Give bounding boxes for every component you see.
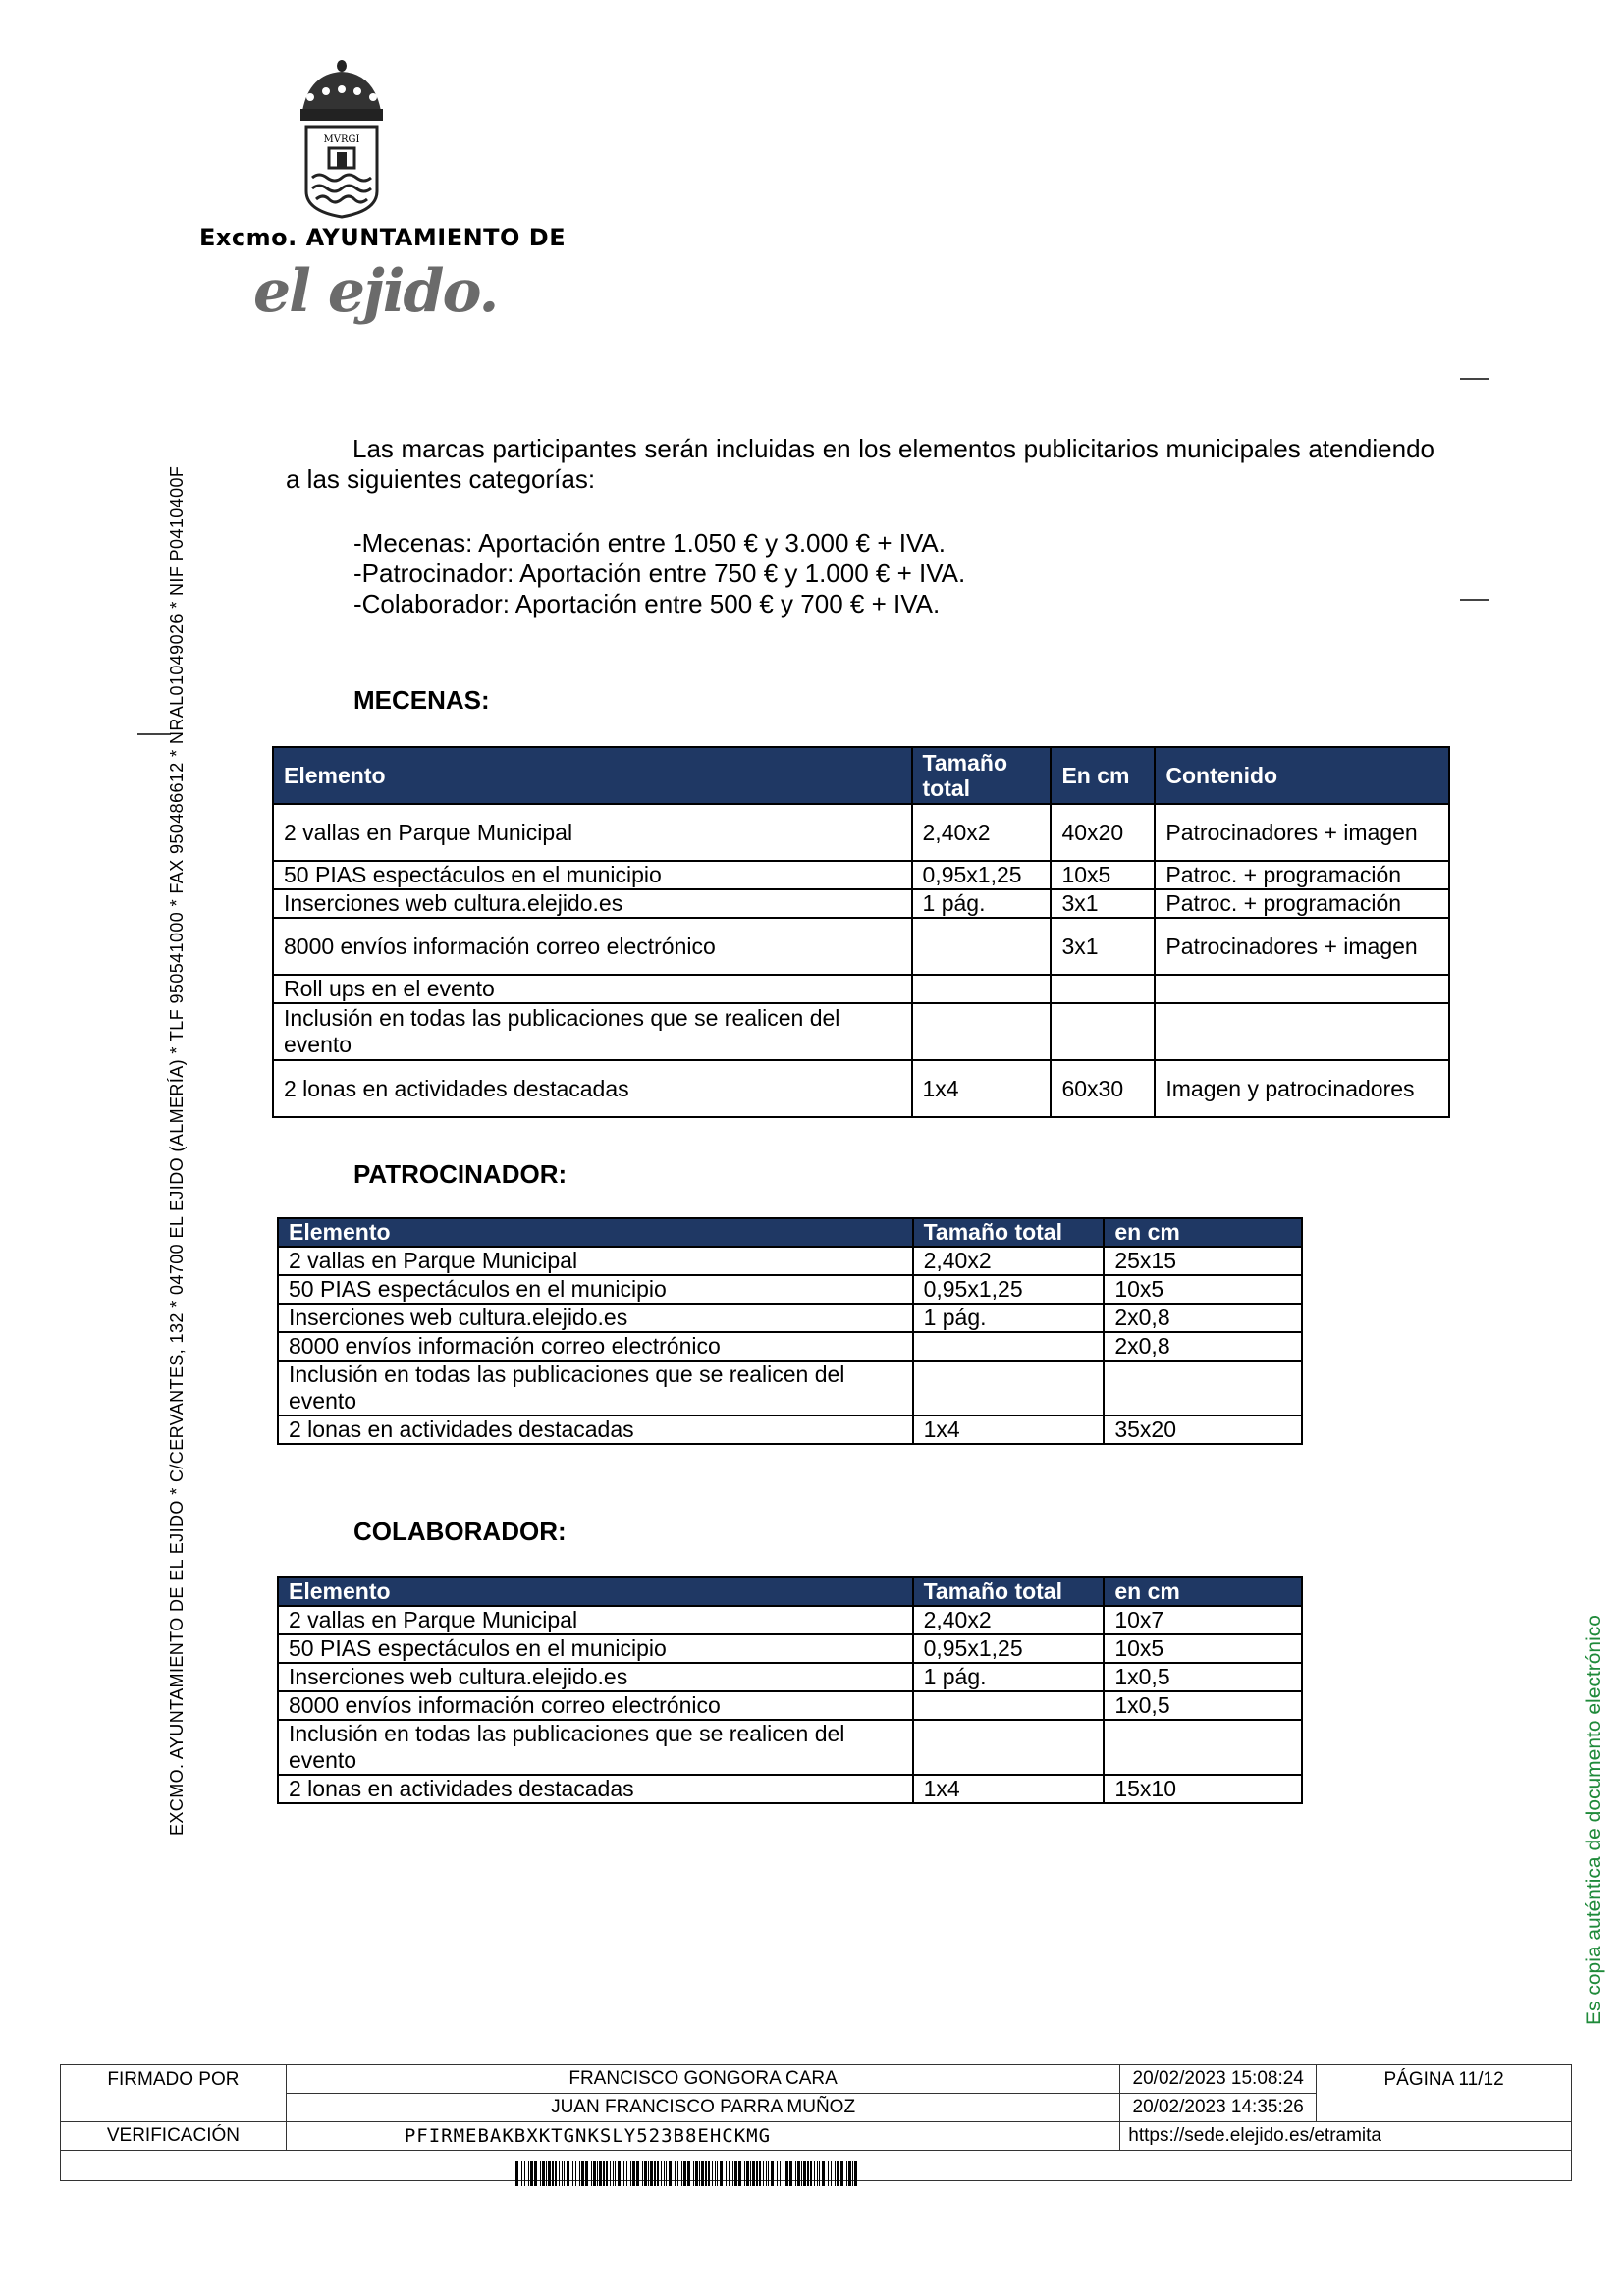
table-cell: 40x20 xyxy=(1051,804,1155,861)
table-cell: 3x1 xyxy=(1051,889,1155,918)
barcode-bar xyxy=(797,2161,800,2186)
table-row xyxy=(278,1247,1302,1275)
table-row xyxy=(273,975,1449,1003)
table-row xyxy=(273,918,1449,975)
table-row xyxy=(278,1415,1302,1444)
table-cell: 2,40x2 xyxy=(912,804,1052,861)
barcode-bar xyxy=(559,2161,560,2186)
barcode-bar xyxy=(814,2161,815,2186)
barcode-bar xyxy=(768,2161,769,2186)
table-cell xyxy=(913,1691,1105,1720)
barcode-bar xyxy=(610,2161,611,2186)
table-cell xyxy=(1155,975,1449,1003)
shield-motto: MVRGI xyxy=(323,134,360,145)
barcode-bar xyxy=(687,2161,690,2186)
table-cell: 2x0,8 xyxy=(1104,1332,1302,1361)
barcode-bar xyxy=(683,2161,686,2186)
col-header: en cm xyxy=(1104,1218,1302,1247)
table-row xyxy=(278,1663,1302,1691)
table-cell: 0,95x1,25 xyxy=(913,1634,1105,1663)
table-row xyxy=(278,1304,1302,1332)
colaborador-table xyxy=(277,1576,1303,1804)
verification-row xyxy=(61,2122,1572,2151)
barcode-bar xyxy=(642,2161,643,2186)
barcode-bar xyxy=(626,2161,627,2186)
barcode-bar xyxy=(732,2161,733,2186)
categories-list xyxy=(353,528,965,619)
barcode-bar xyxy=(524,2161,525,2186)
barcode-bar xyxy=(693,2161,694,2186)
barcode-bar xyxy=(777,2161,778,2186)
barcode-bar xyxy=(599,2161,602,2186)
col-header: Tamaño total xyxy=(912,747,1052,804)
barcode-bar xyxy=(752,2161,755,2186)
barcode-bar xyxy=(552,2161,554,2186)
barcode-bar xyxy=(575,2161,576,2186)
barcode-bar xyxy=(837,2161,839,2186)
col-header: Elemento xyxy=(278,1218,913,1247)
table-cell: 10x5 xyxy=(1051,861,1155,889)
barcode-bar xyxy=(744,2161,745,2186)
barcode-bar xyxy=(648,2161,649,2186)
table-row xyxy=(273,804,1449,861)
barcode-bar xyxy=(530,2161,533,2186)
table-cell xyxy=(1051,975,1155,1003)
table-cell: 3x1 xyxy=(1051,918,1155,975)
barcode-bar xyxy=(822,2161,825,2186)
barcode-bar xyxy=(807,2161,809,2186)
barcode-bar xyxy=(717,2161,718,2186)
table-cell: Imagen y patrocinadores xyxy=(1155,1060,1449,1117)
barcode-bar xyxy=(759,2161,761,2186)
barcode-bar xyxy=(712,2161,713,2186)
barcode-bar xyxy=(546,2161,547,2186)
barcode-bar xyxy=(521,2161,522,2186)
table-cell: 50 PIAS espectáculos en el municipio xyxy=(278,1275,913,1304)
table-cell: 8000 envíos información correo electrónico xyxy=(278,1691,913,1720)
col-header: En cm xyxy=(1051,747,1155,804)
barcode-bar xyxy=(585,2161,588,2186)
table-row xyxy=(278,1332,1302,1361)
category-item: -Mecenas: Aportación entre 1.050 € y 3.000 € + IVA. xyxy=(353,528,946,558)
side-address-strip: EXCMO. AYUNTAMIENTO DE EL EJIDO * C/CERVANTES, 132 * 04700 EL EJIDO (ALMERÍA) * TLF 950541000 * FAX 950486612 * NRAL01049026 * NIF P0410400F xyxy=(167,465,187,1836)
barcode-bar xyxy=(848,2161,851,2186)
table-cell xyxy=(912,918,1052,975)
barcode-bar xyxy=(613,2161,614,2186)
barcode-bar xyxy=(681,2161,682,2186)
barcode-bar xyxy=(666,2161,667,2186)
barcode-bar xyxy=(657,2161,659,2186)
table-cell: 1 pág. xyxy=(912,889,1052,918)
table-cell xyxy=(1104,1720,1302,1775)
table-cell: 50 PIAS espectáculos en el municipio xyxy=(273,861,912,889)
col-header: Elemento xyxy=(273,747,912,804)
table-cell: 2 vallas en Parque Municipal xyxy=(278,1606,913,1634)
barcode-bar xyxy=(623,2161,624,2186)
table-cell: 1x0,5 xyxy=(1104,1663,1302,1691)
table-cell: Inclusión en todas las publicaciones que se realicen del evento xyxy=(273,1003,912,1060)
barcode-bar xyxy=(606,2161,608,2186)
table-cell: 2,40x2 xyxy=(913,1606,1105,1634)
barcode-bar xyxy=(567,2161,569,2186)
table-cell: 1x0,5 xyxy=(1104,1691,1302,1720)
table-cell: 15x10 xyxy=(1104,1775,1302,1803)
signer-name: JUAN FRANCISCO PARRA MUÑOZ xyxy=(286,2094,1119,2122)
barcode-bar xyxy=(579,2161,580,2186)
table-row xyxy=(278,1361,1302,1415)
barcode-bar xyxy=(819,2161,820,2186)
table-cell: 1x4 xyxy=(913,1415,1105,1444)
section-title-colaborador: COLABORADOR: xyxy=(353,1517,567,1546)
barcode-bar xyxy=(835,2161,836,2186)
barcode-bar xyxy=(810,2161,812,2186)
col-header: en cm xyxy=(1104,1577,1302,1606)
barcode-bar xyxy=(618,2161,621,2186)
barcode-bar xyxy=(555,2161,557,2186)
signature-date: 20/02/2023 14:35:26 xyxy=(1120,2094,1317,2122)
barcode-bar xyxy=(831,2161,832,2186)
barcode-bar xyxy=(562,2161,563,2186)
barcode-bar xyxy=(854,2161,857,2186)
table-cell: 2x0,8 xyxy=(1104,1304,1302,1332)
barcode-bar xyxy=(789,2161,792,2186)
table-cell: Inserciones web cultura.elejido.es xyxy=(278,1663,913,1691)
barcode-bar xyxy=(581,2161,584,2186)
table-cell xyxy=(913,1720,1105,1775)
table-cell: 10x5 xyxy=(1104,1275,1302,1304)
table-header-row xyxy=(278,1577,1302,1606)
table-cell: 1 pág. xyxy=(913,1304,1105,1332)
margin-mark xyxy=(1460,378,1489,380)
table-row xyxy=(273,1003,1449,1060)
table-cell: 1x4 xyxy=(912,1060,1052,1117)
barcode-bar xyxy=(664,2161,665,2186)
col-header: Elemento xyxy=(278,1577,913,1606)
table-cell: 0,95x1,25 xyxy=(913,1275,1105,1304)
table-cell: 8000 envíos información correo electrónico xyxy=(278,1332,913,1361)
barcode-bar xyxy=(750,2161,751,2186)
table-header-row xyxy=(278,1218,1302,1247)
barcode-bar xyxy=(852,2161,853,2186)
barcode-bar xyxy=(654,2161,656,2186)
barcode-bar xyxy=(636,2161,639,2186)
table-cell: 10x5 xyxy=(1104,1634,1302,1663)
table-row xyxy=(278,1634,1302,1663)
table-cell: 8000 envíos información correo electrónico xyxy=(273,918,912,975)
barcode-bar xyxy=(515,2161,518,2186)
institution-name: Excmo. AYUNTAMIENTO DE xyxy=(199,224,567,251)
barcode-bar xyxy=(738,2161,741,2186)
barcode-bar xyxy=(615,2161,616,2186)
barcode-bar xyxy=(650,2161,653,2186)
barcode-bar xyxy=(699,2161,700,2186)
verification-code: PFIRMEBAKBXKTGNKSLY523B8EHCKMG xyxy=(286,2122,1119,2151)
category-item: -Patrocinador: Aportación entre 750 € y 1.000 € + IVA. xyxy=(353,559,966,588)
barcode-bar xyxy=(708,2161,710,2186)
table-cell: Inserciones web cultura.elejido.es xyxy=(278,1304,913,1332)
barcode-bar xyxy=(780,2161,781,2186)
table-cell xyxy=(1051,1003,1155,1060)
barcode-bar xyxy=(632,2161,635,2186)
table-row xyxy=(273,861,1449,889)
table-cell xyxy=(1155,1003,1449,1060)
barcode-bar xyxy=(630,2161,631,2186)
mecenas-table xyxy=(272,746,1450,1118)
verification-url[interactable]: https://sede.elejido.es/etramita xyxy=(1120,2122,1572,2151)
barcode-bar xyxy=(803,2161,806,2186)
barcode-bar xyxy=(695,2161,698,2186)
barcode-bar xyxy=(603,2161,605,2186)
table-row xyxy=(273,1060,1449,1117)
barcode-bar xyxy=(528,2161,529,2186)
barcode-bar xyxy=(542,2161,545,2186)
barcode-bar xyxy=(846,2161,847,2186)
barcode-bar xyxy=(817,2161,818,2186)
barcode-bar xyxy=(701,2161,704,2186)
table-cell xyxy=(913,1332,1105,1361)
barcode-bar xyxy=(726,2161,727,2186)
page-number: PÁGINA 11/12 xyxy=(1317,2065,1572,2122)
barcode-bar xyxy=(644,2161,647,2186)
barcode-bar xyxy=(729,2161,730,2186)
table-row xyxy=(278,1720,1302,1775)
table-cell: 1 pág. xyxy=(913,1663,1105,1691)
table-row xyxy=(278,1606,1302,1634)
table-cell: 2,40x2 xyxy=(913,1247,1105,1275)
barcode-bar xyxy=(715,2161,716,2186)
patrocinador-table xyxy=(277,1217,1303,1445)
intro-paragraph: Las marcas participantes serán incluidas en los elementos publicitarios municipales atendiendo a las siguientes categorías: xyxy=(286,434,1434,494)
institution-logotype: el ejido. xyxy=(253,257,498,326)
table-cell: Roll ups en el evento xyxy=(273,975,912,1003)
barcode-bar xyxy=(669,2161,672,2186)
barcode-bar xyxy=(548,2161,551,2186)
barcode-bar xyxy=(564,2161,565,2186)
table-row xyxy=(278,1691,1302,1720)
col-header: Tamaño total xyxy=(913,1577,1105,1606)
table-cell: 35x20 xyxy=(1104,1415,1302,1444)
table-cell: 50 PIAS espectáculos en el municipio xyxy=(278,1634,913,1663)
table-cell: Patrocinadores + imagen xyxy=(1155,918,1449,975)
margin-mark xyxy=(1460,599,1489,601)
category-item: -Colaborador: Aportación entre 500 € y 700 € + IVA. xyxy=(353,589,941,618)
table-cell xyxy=(912,975,1052,1003)
table-cell: 60x30 xyxy=(1051,1060,1155,1117)
signer-name: FRANCISCO GONGORA CARA xyxy=(286,2065,1119,2094)
barcode-bar xyxy=(720,2161,723,2186)
table-cell: Patrocinadores + imagen xyxy=(1155,804,1449,861)
signature-row xyxy=(61,2065,1572,2094)
table-cell: Inserciones web cultura.elejido.es xyxy=(273,889,912,918)
table-cell: 1x4 xyxy=(913,1775,1105,1803)
table-cell: 10x7 xyxy=(1104,1606,1302,1634)
table-cell: 2 lonas en actividades destacadas xyxy=(273,1060,912,1117)
table-cell: 2 vallas en Parque Municipal xyxy=(273,804,912,861)
barcode-bar xyxy=(763,2161,764,2186)
barcode-bar xyxy=(734,2161,737,2186)
barcode-bar xyxy=(785,2161,788,2186)
table-row xyxy=(278,1775,1302,1803)
barcode-bar xyxy=(661,2161,662,2186)
barcode-bar xyxy=(756,2161,758,2186)
table-cell: 2 vallas en Parque Municipal xyxy=(278,1247,913,1275)
table-cell xyxy=(1104,1361,1302,1415)
barcode-bar xyxy=(746,2161,749,2186)
barcode-bar xyxy=(795,2161,796,2186)
barcode-bar xyxy=(675,2161,676,2186)
signed-by-label: FIRMADO POR xyxy=(61,2065,287,2122)
authentic-copy-note: Es copia auténtica de documento electrónico xyxy=(1583,1615,1605,2025)
barcode-bar xyxy=(534,2161,537,2186)
barcode-bar xyxy=(572,2161,573,2186)
table-cell: Patroc. + programación xyxy=(1155,861,1449,889)
table-cell: Inclusión en todas las publicaciones que se realicen del evento xyxy=(278,1720,913,1775)
table-header-row xyxy=(273,747,1449,804)
table-cell: 2 lonas en actividades destacadas xyxy=(278,1775,913,1803)
verification-label: VERIFICACIÓN xyxy=(61,2122,287,2151)
barcode-bar xyxy=(705,2161,707,2186)
col-header: Contenido xyxy=(1155,747,1449,804)
table-cell: 25x15 xyxy=(1104,1247,1302,1275)
barcode-bar xyxy=(771,2161,774,2186)
table-cell: Patroc. + programación xyxy=(1155,889,1449,918)
table-cell: 0,95x1,25 xyxy=(912,861,1052,889)
section-title-mecenas: MECENAS: xyxy=(353,685,490,715)
table-row xyxy=(273,889,1449,918)
section-title-patrocinador: PATROCINADOR: xyxy=(353,1159,568,1189)
barcode-bar xyxy=(597,2161,598,2186)
barcode-bar xyxy=(540,2161,541,2186)
col-header: Tamaño total xyxy=(913,1218,1105,1247)
barcode-bar xyxy=(677,2161,678,2186)
barcode-bar xyxy=(591,2161,592,2186)
barcode-bar xyxy=(766,2161,767,2186)
barcode-bar xyxy=(593,2161,596,2186)
barcode-bar xyxy=(840,2161,843,2186)
table-cell: Inclusión en todas las publicaciones que se realicen del evento xyxy=(278,1361,913,1415)
table-cell xyxy=(912,1003,1052,1060)
signature-date: 20/02/2023 15:08:24 xyxy=(1120,2065,1317,2094)
table-cell: 2 lonas en actividades destacadas xyxy=(278,1415,913,1444)
verification-barcode xyxy=(515,2161,1163,2186)
barcode-bar xyxy=(801,2161,802,2186)
barcode-bar xyxy=(828,2161,829,2186)
table-row xyxy=(278,1275,1302,1304)
table-cell xyxy=(913,1361,1105,1415)
margin-mark xyxy=(137,733,171,735)
